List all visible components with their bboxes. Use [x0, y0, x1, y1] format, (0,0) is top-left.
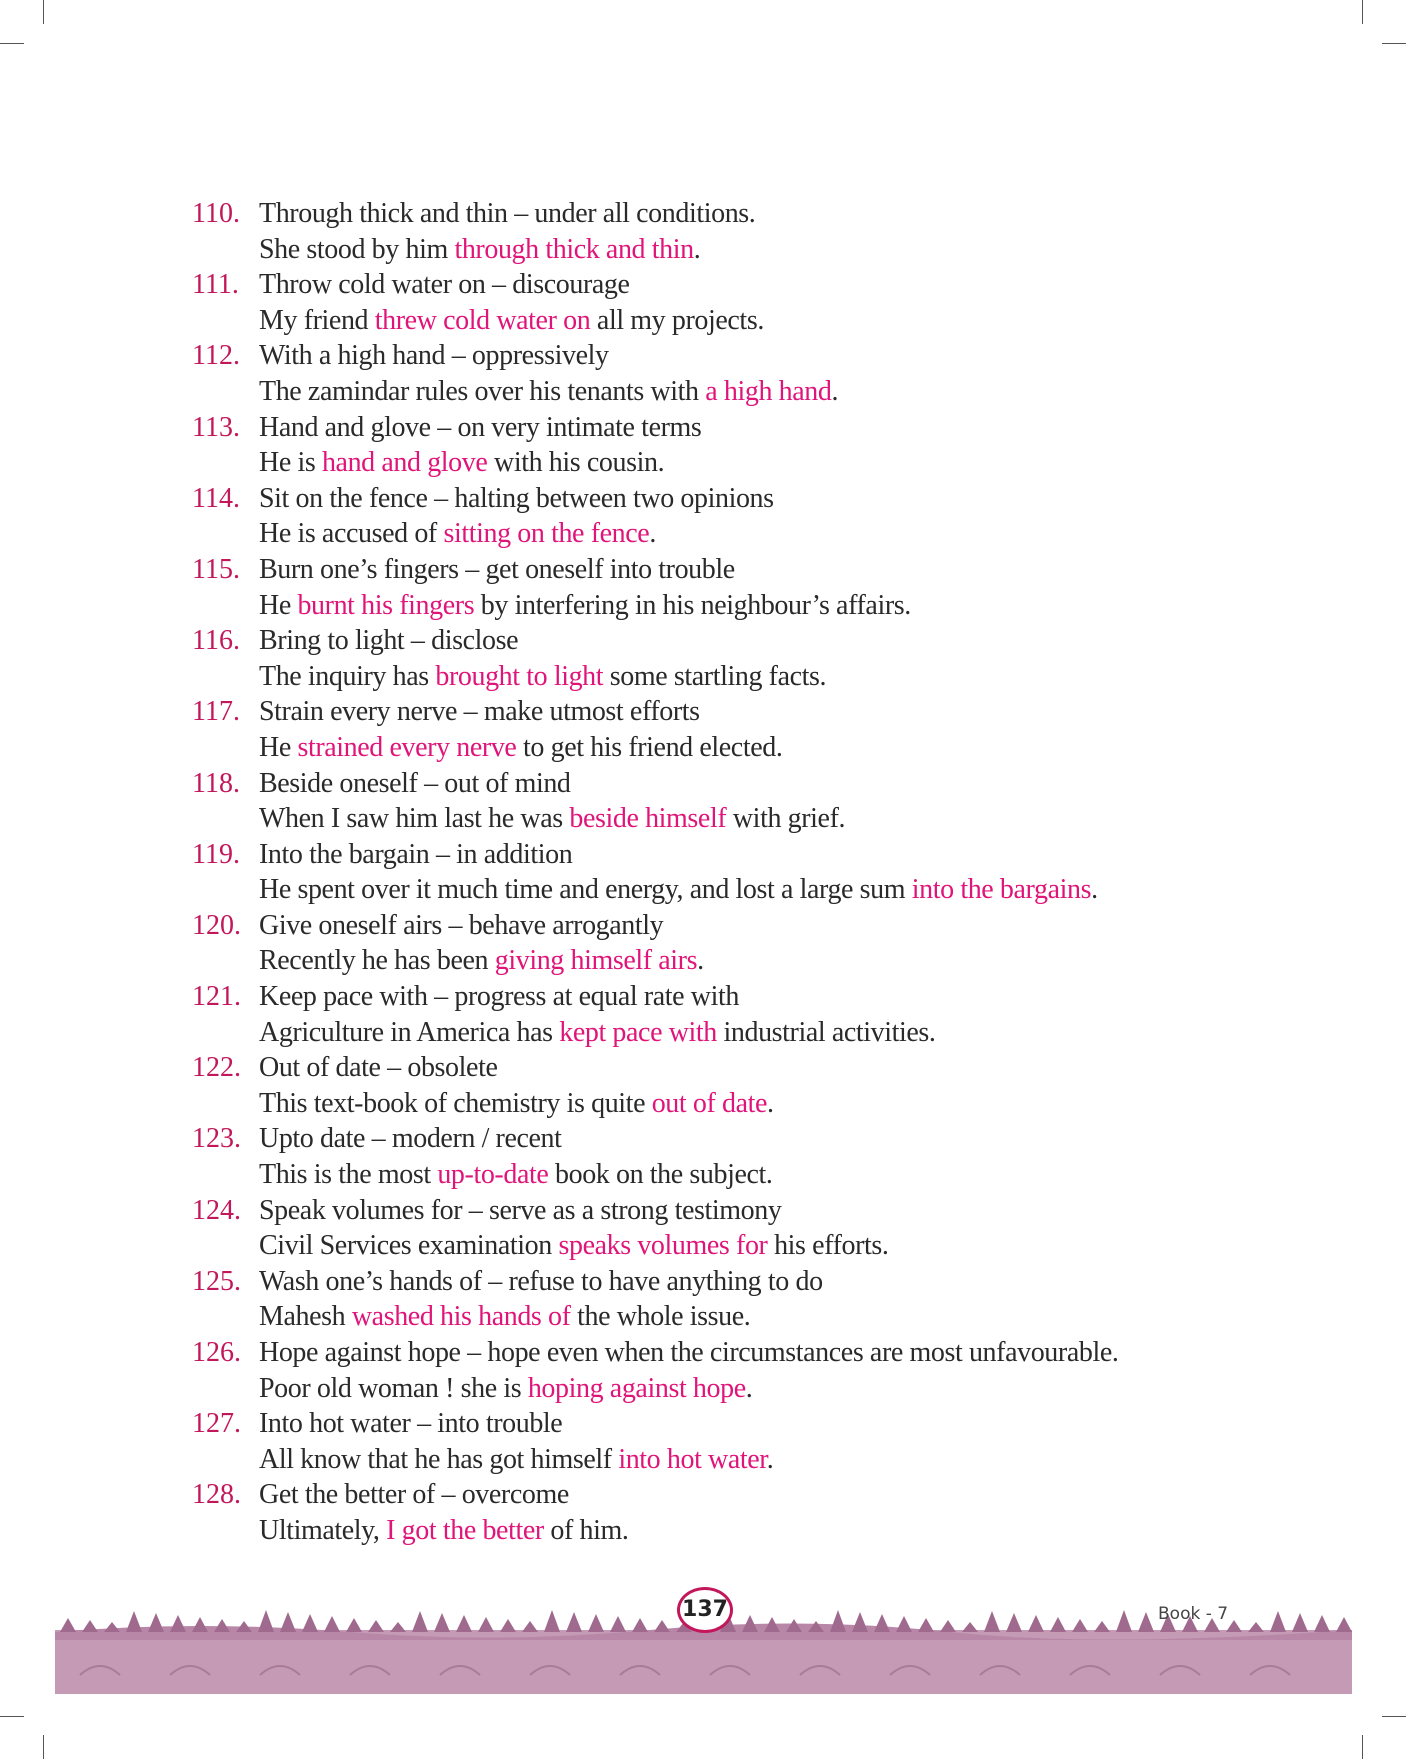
- idiom-highlight: sitting on the fence: [443, 518, 650, 550]
- tree-shape: [214, 1619, 230, 1632]
- entry-number: 118.: [192, 767, 240, 799]
- crop-mark: [1382, 1716, 1406, 1717]
- idiom-entry: [192, 1050, 1272, 1121]
- example-sentence: [259, 1015, 1272, 1051]
- entry-number: 124.: [192, 1194, 241, 1226]
- tree-shape: [60, 1618, 76, 1632]
- entry-number: 114.: [192, 482, 240, 514]
- tree-shape: [1270, 1611, 1286, 1632]
- example-text: Recently he has been: [259, 945, 495, 977]
- example-text: All know that he has got himself: [259, 1443, 619, 1475]
- tree-shape: [500, 1619, 516, 1632]
- example-sentence: [259, 1299, 1272, 1335]
- idiom-definition: Strain every nerve – make utmost efforts: [259, 696, 700, 728]
- idiom-highlight: hand and glove: [321, 447, 488, 479]
- crop-mark: [43, 0, 44, 24]
- idiom-definition: Speak volumes for – serve as a strong testimony: [259, 1194, 782, 1226]
- idiom-definition: Through thick and thin – under all conditions.: [259, 198, 756, 229]
- entry-number: 121.: [192, 981, 241, 1013]
- idiom-highlight: strained every nerve: [297, 731, 517, 763]
- idiom-definition: Keep pace with – progress at equal rate with: [259, 981, 739, 1013]
- example-text: .: [767, 1087, 774, 1119]
- tree-shape: [324, 1616, 340, 1632]
- example-text: .: [1091, 874, 1098, 906]
- entry-number: 127.: [192, 1408, 241, 1440]
- idiom-highlight: out of date: [651, 1087, 768, 1119]
- entry-number: 111.: [192, 269, 239, 301]
- example-text: the whole issue.: [570, 1301, 751, 1333]
- idiom-definition: Upto date – modern / recent: [259, 1123, 562, 1155]
- example-sentence: [259, 1086, 1272, 1122]
- example-text: .: [766, 1443, 774, 1475]
- example-text: all my projects.: [590, 304, 764, 336]
- example-text: with his cousin.: [487, 447, 665, 479]
- entry-number: 113.: [192, 411, 240, 443]
- entry-number: 125.: [192, 1265, 241, 1297]
- tree-shape: [456, 1615, 472, 1632]
- tree-shape: [984, 1611, 1000, 1632]
- entry-number: 117.: [192, 696, 240, 728]
- idiom-highlight: washed his hands of: [351, 1301, 571, 1333]
- example-text: industrial activities.: [716, 1016, 936, 1048]
- idiom-highlight: beside himself: [569, 803, 727, 835]
- entry-number: 120.: [192, 909, 241, 941]
- idiom-highlight: a high hand: [705, 375, 832, 407]
- example-text: his efforts.: [767, 1230, 889, 1262]
- example-text: to get his friend elected.: [516, 731, 783, 763]
- idiom-entry: [192, 410, 1272, 481]
- example-text: This is the most: [259, 1159, 438, 1191]
- entry-number: 115.: [192, 553, 240, 585]
- example-text: He: [259, 589, 298, 621]
- idiom-definition: Out of date – obsolete: [259, 1052, 498, 1084]
- tree-shape: [280, 1612, 296, 1632]
- example-sentence: [259, 872, 1272, 908]
- example-text: He: [259, 731, 298, 763]
- tree-shape: [742, 1615, 758, 1632]
- tree-shape: [170, 1615, 186, 1632]
- tree-shape: [632, 1618, 648, 1632]
- example-sentence: [259, 801, 1272, 837]
- example-text: .: [831, 375, 839, 407]
- tree-shape: [412, 1611, 428, 1632]
- idiom-highlight: burnt his fingers: [297, 589, 475, 621]
- example-text: some startling facts.: [603, 660, 827, 692]
- example-sentence: [259, 943, 1272, 979]
- idiom-entry: [192, 908, 1272, 979]
- idiom-entry: [192, 837, 1272, 908]
- example-sentence: [259, 730, 1272, 766]
- example-sentence: [259, 516, 1272, 552]
- tree-shape: [1006, 1613, 1022, 1632]
- idiom-highlight: brought to light: [435, 660, 604, 692]
- tree-shape: [610, 1616, 626, 1632]
- idiom-list: [192, 196, 1272, 1549]
- idiom-highlight: hoping against hope: [527, 1372, 746, 1404]
- example-text: The zamindar rules over his tenants with: [259, 375, 706, 407]
- tree-shape: [434, 1613, 450, 1632]
- tree-shape: [126, 1611, 142, 1632]
- example-sentence: [259, 374, 1272, 410]
- example-text: with grief.: [726, 803, 846, 835]
- idiom-definition: Wash one’s hands of – refuse to have anything to do: [259, 1265, 823, 1297]
- idiom-definition: Get the better of – overcome: [259, 1479, 569, 1511]
- entry-number: 122.: [192, 1052, 241, 1084]
- example-text: by interfering in his neighbour’s affairs.: [474, 589, 911, 621]
- tree-shape: [522, 1621, 538, 1632]
- entry-number: 110.: [192, 198, 240, 229]
- tree-shape: [918, 1618, 934, 1632]
- example-text: Poor old woman ! she is: [259, 1372, 528, 1404]
- tree-shape: [962, 1622, 978, 1632]
- tree-shape: [544, 1610, 560, 1632]
- example-text: Civil Services examination: [259, 1230, 559, 1262]
- example-sentence: [259, 303, 1272, 339]
- tree-shape: [478, 1617, 494, 1632]
- example-text: of him.: [543, 1514, 629, 1546]
- idiom-definition: Hope against hope – hope even when the circumstances are most unfavourable.: [259, 1337, 1119, 1368]
- tree-shape: [1292, 1613, 1308, 1632]
- tree-shape: [830, 1610, 846, 1632]
- idiom-entry: [192, 623, 1272, 694]
- example-text: He is: [259, 447, 322, 479]
- crop-mark: [1362, 1735, 1363, 1759]
- idiom-highlight: threw cold water on: [374, 304, 591, 336]
- idiom-entry: [192, 1406, 1272, 1477]
- example-sentence: [259, 659, 1272, 695]
- idiom-entry: [192, 196, 1272, 267]
- idiom-highlight: speaks volumes for: [558, 1230, 768, 1262]
- entry-number: 116.: [192, 625, 240, 657]
- entry-number: 119.: [192, 838, 240, 870]
- example-text: When I saw him last he was: [259, 803, 570, 835]
- idiom-highlight: kept pace with: [559, 1016, 717, 1048]
- idiom-definition: Give oneself airs – behave arrogantly: [259, 909, 664, 941]
- crop-mark: [0, 1716, 24, 1717]
- tree-shape: [148, 1613, 164, 1632]
- idiom-definition: Bring to light – disclose: [259, 625, 519, 657]
- tree-shape: [390, 1622, 406, 1632]
- example-text: He is accused of: [259, 518, 444, 550]
- entry-number: 112.: [192, 340, 240, 372]
- tree-shape: [896, 1616, 912, 1632]
- example-text: The inquiry has: [259, 660, 436, 692]
- tree-shape: [104, 1622, 120, 1632]
- idiom-entry: [192, 552, 1272, 623]
- tree-shape: [302, 1614, 318, 1632]
- tree-shape: [1314, 1615, 1330, 1632]
- idiom-highlight: into hot water: [618, 1443, 767, 1475]
- example-text: .: [745, 1372, 753, 1404]
- example-sentence: [259, 232, 1272, 268]
- tree-shape: [346, 1618, 362, 1632]
- example-text: Agriculture in America has: [259, 1016, 560, 1048]
- tree-shape: [1028, 1615, 1044, 1632]
- tree-shape: [192, 1617, 208, 1632]
- tree-shape: [852, 1612, 868, 1632]
- tree-shape: [588, 1614, 604, 1632]
- idiom-definition: Hand and glove – on very intimate terms: [259, 411, 702, 443]
- crop-mark: [0, 43, 24, 44]
- tree-shape: [566, 1612, 582, 1632]
- crop-mark: [1382, 43, 1406, 44]
- example-sentence: [259, 1442, 1272, 1478]
- example-text: She stood by him: [259, 233, 455, 265]
- idiom-entry: [192, 338, 1272, 409]
- tree-shape: [1116, 1610, 1132, 1632]
- idiom-entry: [192, 1264, 1272, 1335]
- example-sentence: [259, 445, 1272, 481]
- idiom-entry: [192, 766, 1272, 837]
- idiom-highlight: giving himself airs: [494, 945, 698, 977]
- example-sentence: [259, 588, 1272, 624]
- idiom-entry: [192, 979, 1272, 1050]
- example-sentence: [259, 1513, 1272, 1549]
- idiom-entry: [192, 1193, 1272, 1264]
- idiom-definition: Sit on the fence – halting between two opinions: [259, 482, 774, 514]
- idiom-entry: [192, 1121, 1272, 1192]
- example-sentence: [259, 1157, 1272, 1193]
- book-label: Book - 7: [1158, 1604, 1229, 1624]
- tree-shape: [654, 1620, 670, 1632]
- example-text: My friend: [259, 304, 375, 336]
- example-text: .: [697, 945, 704, 977]
- idiom-entry: [192, 694, 1272, 765]
- idiom-entry: [192, 1335, 1272, 1406]
- crop-mark: [43, 1735, 44, 1759]
- tree-shape: [1248, 1622, 1264, 1632]
- idiom-definition: Into the bargain – in addition: [259, 838, 573, 870]
- tree-shape: [368, 1620, 384, 1632]
- tree-shape: [1226, 1620, 1242, 1632]
- idiom-definition: With a high hand – oppressively: [259, 340, 609, 372]
- example-text: .: [693, 233, 701, 265]
- idiom-highlight: up-to-date: [437, 1159, 549, 1191]
- example-text: He spent over it much time and energy, and lost a large sum: [259, 874, 912, 906]
- idiom-definition: Beside oneself – out of mind: [259, 767, 571, 799]
- example-sentence: [259, 1371, 1272, 1407]
- entry-number: 123.: [192, 1123, 241, 1155]
- page-number: 137: [677, 1587, 733, 1633]
- idiom-entry: [192, 481, 1272, 552]
- idiom-highlight: through thick and thin: [454, 233, 694, 265]
- tree-shape: [1072, 1619, 1088, 1632]
- example-sentence: [259, 1228, 1272, 1264]
- idiom-definition: Throw cold water on – discourage: [259, 269, 630, 301]
- tree-shape: [1336, 1617, 1352, 1632]
- tree-shape: [1138, 1612, 1154, 1632]
- example-text: book on the subject.: [548, 1159, 773, 1191]
- idiom-entry: [192, 267, 1272, 338]
- tree-shape: [1094, 1621, 1110, 1632]
- idiom-definition: Burn one’s fingers – get oneself into trouble: [259, 553, 735, 585]
- example-text: Ultimately,: [259, 1514, 387, 1546]
- tree-shape: [940, 1620, 956, 1632]
- tree-shape: [82, 1620, 98, 1632]
- example-text: .: [649, 518, 656, 550]
- tree-shape: [1050, 1617, 1066, 1632]
- example-text: This text-book of chemistry is quite: [259, 1087, 652, 1119]
- idiom-definition: Into hot water – into trouble: [259, 1408, 563, 1440]
- example-text: Mahesh: [259, 1301, 352, 1333]
- idiom-highlight: into the bargains: [911, 874, 1092, 906]
- idiom-highlight: I got the better: [386, 1514, 544, 1546]
- entry-number: 126.: [192, 1337, 241, 1368]
- idiom-entry: [192, 1477, 1272, 1548]
- tree-shape: [874, 1614, 890, 1632]
- crop-mark: [1362, 0, 1363, 24]
- entry-number: 128.: [192, 1479, 241, 1511]
- tree-shape: [258, 1610, 274, 1632]
